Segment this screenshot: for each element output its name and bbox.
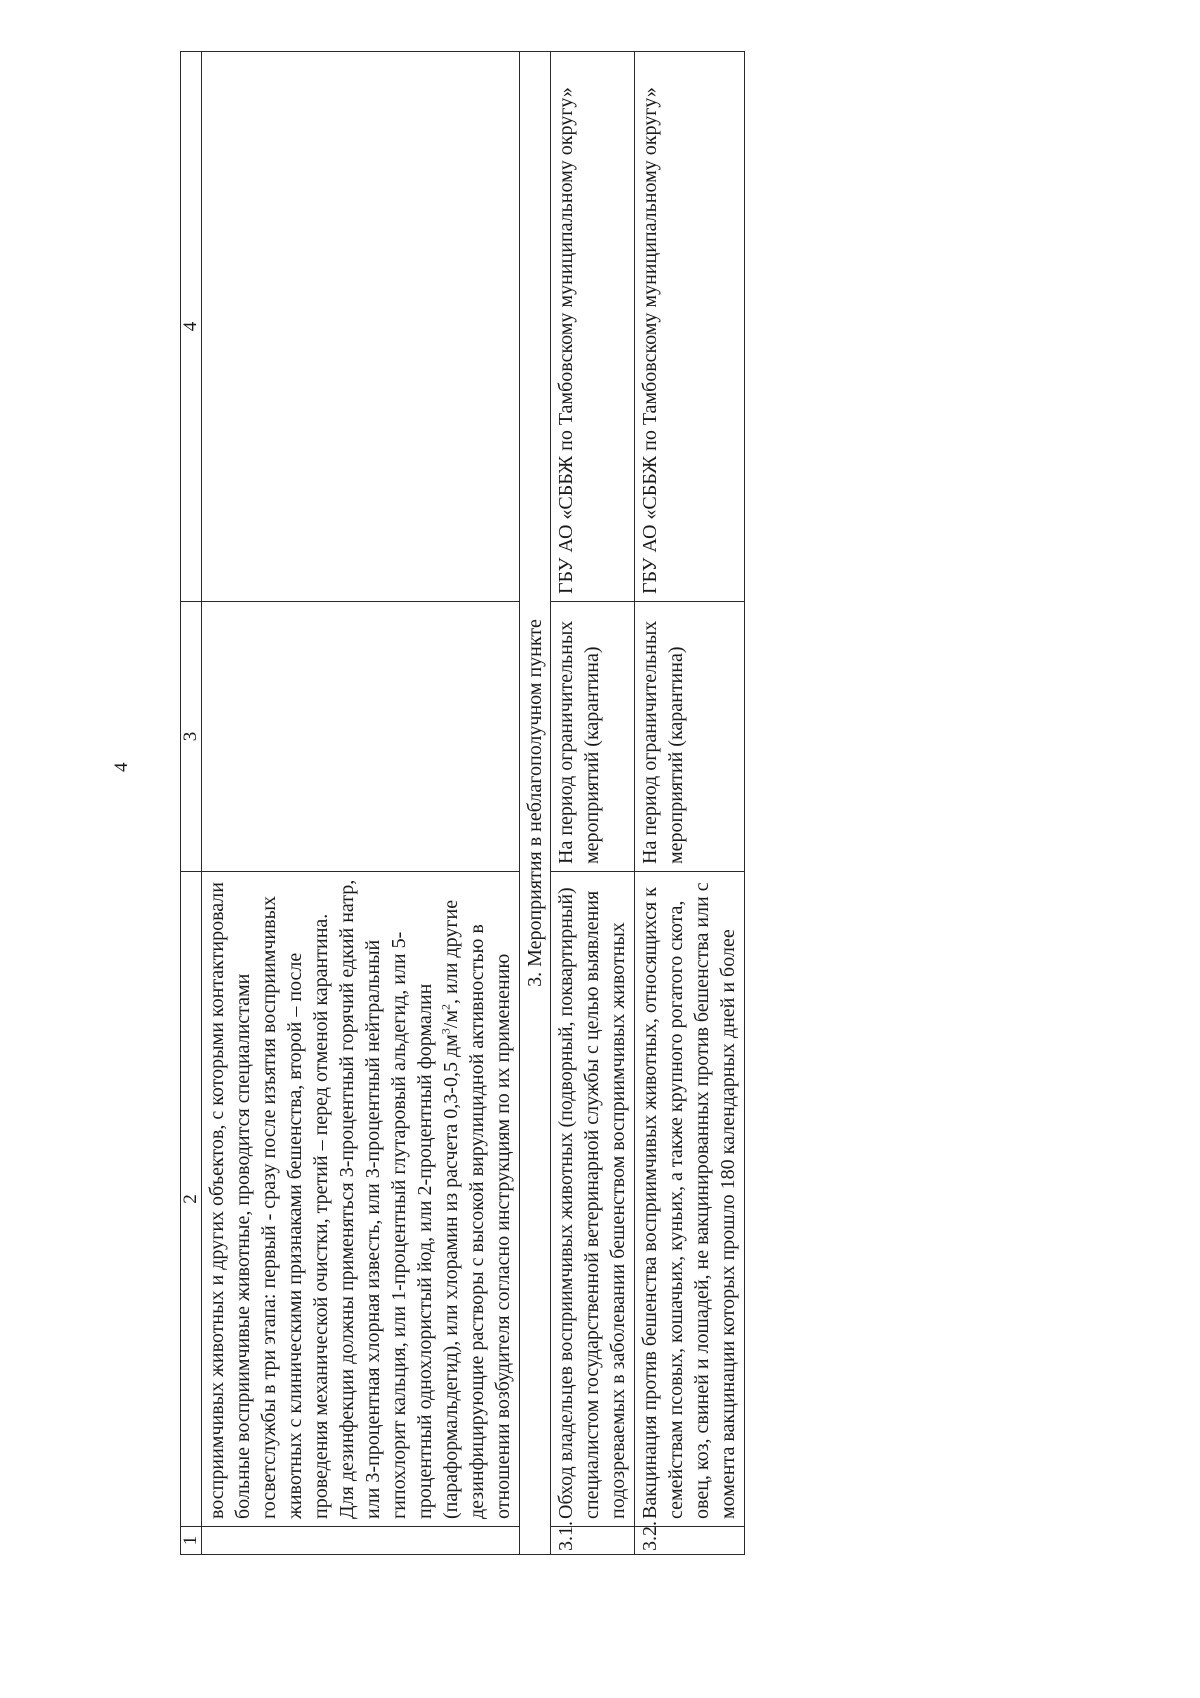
responsible-cell (202, 52, 520, 602)
disinfection-text-end: , или другие дезинфицирующие растворы с высокой вирулицидной активностью в отношении возбудителя согласно инструкциям по их применению (440, 899, 514, 1519)
row-number: 3.2. (635, 1527, 745, 1555)
table-row (551, 52, 635, 1555)
term-cell: На период ограничительных мероприятий (карантина) (635, 602, 745, 872)
term-cell (202, 602, 520, 872)
header-cell-1: 1 (181, 1527, 202, 1555)
measure-text: Вакцинация против бешенства восприимчивых животных, относящихся к семействам псовых, кошачьих, куньих, а также крупного рогатого скота, овец, коз, свиней и лошадей, не вакцинированных против бешенства или с момента вакцинации которых прошло 180 календарных дней и более (635, 872, 745, 1527)
row-number (202, 1527, 520, 1555)
per-m-text: /м (440, 1009, 462, 1029)
measure-text: Обход владельцев восприимчивых животных (подворный, поквартирный) специалистом государственной ветеринарной службы с целью выявления подозреваемых в заболевании бешенством восприимчивых животных (551, 872, 635, 1527)
table-row-continuation (202, 52, 520, 1555)
dm-cube-superscript: 3 (438, 1028, 453, 1035)
row-number: 3.1. (551, 1527, 635, 1555)
measures-table (180, 51, 745, 1555)
table-row (635, 52, 745, 1555)
measure-text-paragraph-1: восприимчивых животных и других объектов, с которыми контактировали больные восприимчивые животные, проводится специалистами госветслужбы в три этапа: первый - сразу после изъятия восприимчивых животных с клиническими признаками бешенства, второй – после проведения механической очистки, третий – перед отменой карантина. (206, 882, 332, 1519)
header-cell-3: 3 (181, 602, 202, 872)
measure-text (202, 872, 520, 1527)
term-cell: На период ограничительных мероприятий (карантина) (551, 602, 635, 872)
section-title: 3. Мероприятия в неблагополучном пункте (520, 52, 551, 1555)
header-cell-4: 4 (181, 52, 202, 602)
header-cell-2: 2 (181, 872, 202, 1527)
section-header-row (520, 52, 551, 1555)
responsible-cell: ГБУ АО «СББЖ по Тамбовскому муниципальному округу» (635, 52, 745, 602)
m-square-superscript: 2 (438, 1003, 453, 1010)
page-number: 4 (111, 762, 132, 772)
table-header-row (181, 52, 202, 1555)
responsible-cell: ГБУ АО «СББЖ по Тамбовскому муниципальному округу» (551, 52, 635, 602)
measure-text-paragraph-2 (334, 879, 516, 1519)
disinfection-text-start: Для дезинфекции должны применяться 3-процентный горячий едкий натр, или 3-процентная хлорная известь, или 3-процентный нейтральный гипохлорит кальция, или 1-процентный глутаровый альдегид, или 5-процентный однохлористый йод, или 2-процентный формалин (параформальдегид), или хлорамин из расчета 0,3-0,5 дм (336, 879, 462, 1519)
